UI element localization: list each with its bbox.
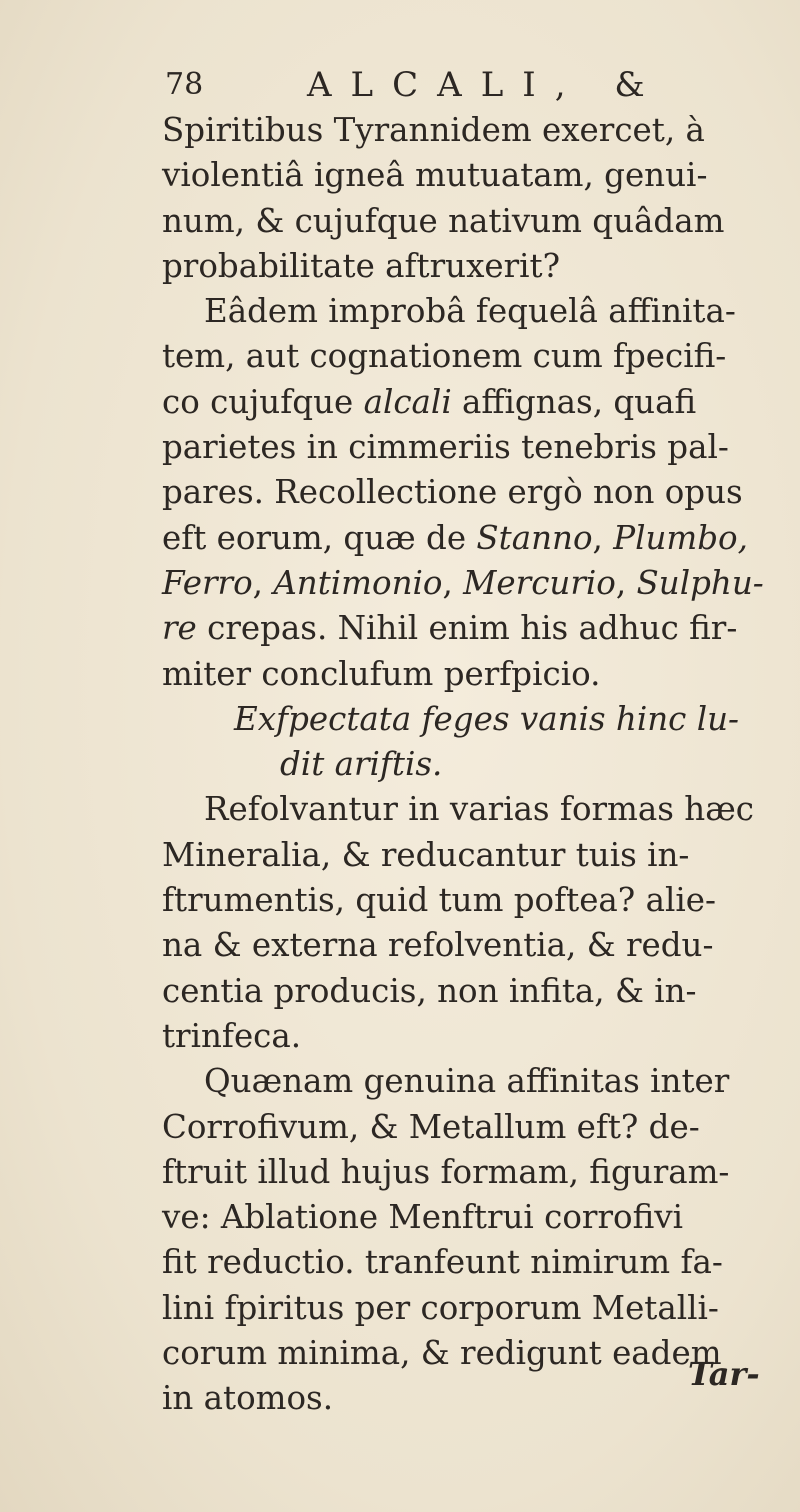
text-line — [162, 1286, 772, 1331]
text-run: fit reductio. tranfeunt nimirum fa- — [162, 1243, 723, 1282]
italic-run: alcali — [363, 382, 452, 421]
text-line — [162, 425, 772, 470]
text-line — [162, 1105, 772, 1150]
text-run: in atomos. — [162, 1379, 334, 1418]
text-run: num, & cujufque nativum quâdam — [162, 201, 725, 240]
text-run: crepas. Nihil enim his adhuc fir- — [196, 609, 738, 648]
text-line — [162, 1014, 772, 1059]
text-run: parietes in cimmeriis tenebris pal- — [162, 428, 729, 467]
text-run: ftrumentis, quid tum poftea? alie- — [162, 881, 716, 920]
text-run: tem, aut cognationem cum fpecifi- — [162, 337, 727, 376]
text-run: trinfeca. — [162, 1016, 302, 1055]
text-run: centia producis, non infita, & in- — [162, 971, 697, 1010]
text-line — [162, 606, 772, 651]
text-line — [162, 516, 772, 561]
page-header — [165, 60, 725, 110]
text-line — [162, 1331, 772, 1376]
text-run: Quænam genuina affinitas inter — [204, 1062, 730, 1101]
text-line — [162, 380, 772, 425]
text-run: Corrofivum, & Metallum eft? de- — [162, 1107, 700, 1146]
text-run: probabilitate aftruxerit? — [162, 246, 561, 285]
text-run: eft eorum, quæ de — [162, 518, 477, 557]
text-run: , — [442, 563, 464, 602]
italic-run: Plumbo, — [613, 518, 748, 557]
text-run: na & externa refolventia, & redu- — [162, 926, 714, 965]
text-line — [162, 1240, 772, 1285]
italic-run: dit ariftis. — [280, 745, 443, 784]
italic-run: Sulphu- — [636, 563, 764, 602]
text-line — [162, 1059, 772, 1104]
text-line — [162, 470, 772, 515]
text-line — [162, 153, 772, 198]
text-line — [162, 697, 772, 742]
text-run: pares. Recollectione ergò non opus — [162, 473, 743, 512]
page-number: 78 — [165, 67, 204, 102]
text-run: affignas, quafi — [451, 382, 697, 421]
italic-run: Antimonio — [273, 563, 443, 602]
text-line — [162, 1376, 772, 1421]
text-line — [162, 652, 772, 697]
body-text — [162, 108, 772, 1422]
italic-run: re — [162, 609, 197, 648]
text-line — [162, 561, 772, 606]
italic-run: Stanno — [476, 518, 593, 557]
text-line — [162, 878, 772, 923]
text-line — [162, 289, 772, 334]
text-run: Spiritibus Tyrannidem exercet, à — [162, 111, 705, 149]
running-title: ALCALI, & — [307, 65, 664, 105]
text-run: Mineralia, & reducantur tuis in- — [162, 835, 690, 874]
text-line — [162, 787, 772, 832]
text-line — [162, 1150, 772, 1195]
italic-run: Exfpectata feges vanis hinc lu- — [234, 699, 740, 738]
text-run: lini fpiritus per corporum Metalli- — [162, 1288, 719, 1327]
text-line — [162, 199, 772, 244]
text-line — [162, 1195, 772, 1240]
text-run: Refolvantur in varias formas hæc — [204, 790, 754, 829]
text-run: ftruit illud hujus formam, figuram- — [162, 1152, 730, 1191]
text-run: Eâdem improbâ fequelâ affinita- — [204, 292, 736, 331]
italic-run: Ferro — [162, 563, 253, 602]
text-line — [162, 969, 772, 1014]
text-line — [162, 108, 772, 153]
catchword: Tar- — [688, 1355, 760, 1393]
italic-run: Mercurio — [463, 563, 616, 602]
text-run: miter conclufum perfpicio. — [162, 654, 601, 693]
text-line — [162, 742, 772, 787]
text-run: corum minima, & redigunt eadem — [162, 1334, 722, 1373]
text-line — [162, 244, 772, 289]
text-run: , — [252, 563, 274, 602]
text-run: co cujufque — [162, 382, 364, 421]
text-run: , — [615, 563, 637, 602]
text-line — [162, 334, 772, 379]
text-line — [162, 923, 772, 968]
text-run: violentiâ igneâ mutuatam, genui- — [162, 156, 708, 195]
text-line — [162, 833, 772, 878]
text-run: , — [592, 518, 614, 557]
text-run: ve: Ablatione Menftrui corrofivi — [162, 1198, 683, 1237]
